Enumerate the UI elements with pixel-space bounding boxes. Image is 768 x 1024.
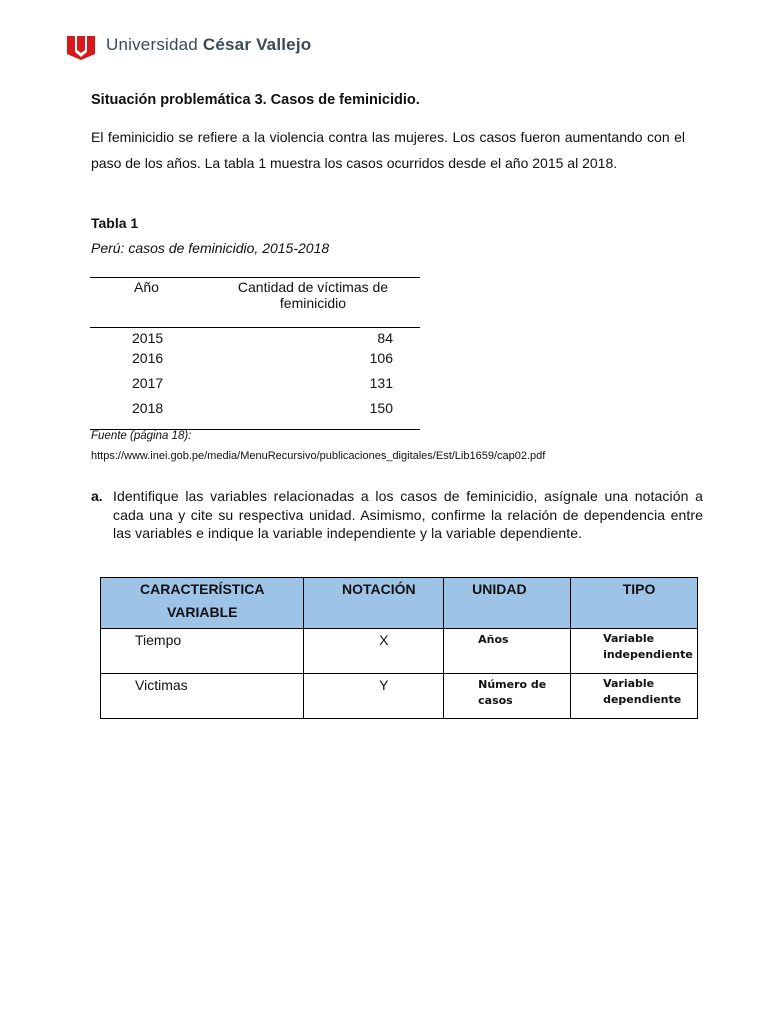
table-caption: Perú: casos de feminicidio, 2015-2018 (91, 240, 330, 256)
header-notacion: NOTACIÓN (304, 578, 444, 629)
row-year: 2016 (132, 350, 164, 366)
row-value: 150 (369, 400, 393, 416)
cell-tipo: Variable independiente (571, 629, 698, 674)
table-header-rule (90, 327, 420, 328)
column-header-year: Año (134, 279, 159, 295)
cell-tipo: Variable dependiente (571, 674, 698, 719)
table-row (90, 400, 420, 420)
cell-notacion: X (304, 629, 444, 674)
table-top-rule (90, 277, 420, 278)
question-text: Identifique las variables relacionadas a los casos de feminicidio, asígnale una notación a cada una y cite su respectiva unidad. Asimismo, confirme la relación de dependencia entre las variables e indique la variable independiente y la variable dependiente. (113, 488, 703, 541)
table-row (90, 350, 420, 370)
cell-caracteristica: Victimas (101, 674, 304, 719)
cell-notacion: Y (304, 674, 444, 719)
row-year: 2018 (132, 400, 164, 416)
source-label: Fuente (página 18): (91, 430, 192, 442)
row-value: 106 (369, 350, 393, 366)
variables-header-row (101, 578, 698, 629)
column-header-count: Cantidad de víctimas de feminicidio (237, 279, 389, 311)
header-unidad: UNIDAD (444, 578, 571, 629)
row-value: 131 (369, 375, 393, 391)
table-row (101, 629, 698, 674)
row-value: 84 (377, 330, 393, 346)
table-row (101, 674, 698, 719)
university-logo (66, 30, 311, 60)
cell-caracteristica: Tiempo (101, 629, 304, 674)
cell-unidad: Número de casos (444, 674, 571, 719)
table-label: Tabla 1 (91, 215, 139, 231)
header-caracteristica: CARACTERÍSTICA VARIABLE (101, 578, 304, 629)
row-year: 2017 (132, 375, 164, 391)
source-url: https://www.inei.gob.pe/media/MenuRecursivo/publicaciones_digitales/Est/Lib1659/cap02.pdf (91, 450, 546, 462)
intro-paragraph: El feminicidio se refiere a la violencia contra las mujeres. Los casos fueron aumentando con el paso de los años. La tabla 1 muestra los casos ocurridos desde el año 2015 al 2018. (91, 129, 685, 171)
cell-unidad: Años (444, 629, 571, 674)
question-letter: a. (91, 488, 103, 504)
header-tipo: TIPO (571, 578, 698, 629)
variables-table (100, 577, 698, 719)
page-title: Situación problemática 3. Casos de feminicidio. (91, 92, 420, 108)
university-name: Universidad César Vallejo (106, 35, 312, 54)
ucv-logo-icon (66, 30, 96, 60)
table-row (90, 330, 420, 350)
table-row (90, 375, 420, 395)
row-year: 2015 (132, 330, 164, 346)
